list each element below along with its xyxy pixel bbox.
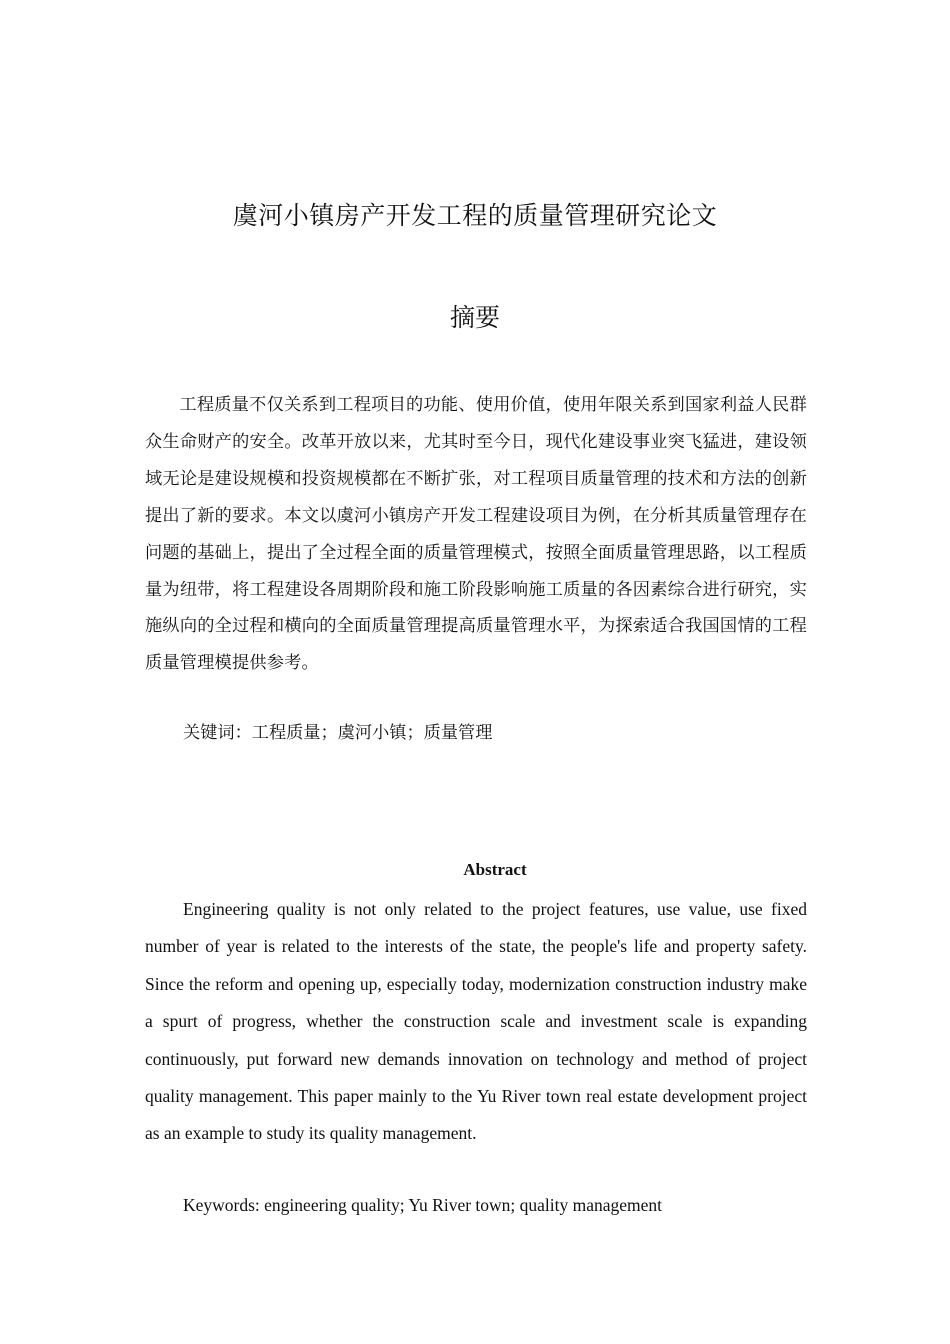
chinese-abstract-body: 工程质量不仅关系到工程项目的功能、使用价值，使用年限关系到国家利益人民群众生命财产的安全。改革开放以来，尤其时至今日，现代化建设事业突飞猛进，建设领域无论是建设规模和投资规模都在不断扩张，对工程项目质量管理的技术和方法的创新提出了新的要求。本文以虞河小镇房产开发工程建设项目为例，在分析其质量管理存在问题的基础上，提出了全过程全面的质量管理模式，按照全面质量管理思路，以工程质量为纽带，将工程建设各周期阶段和施工阶段影响施工质量的各因素综合进行研究，实施纵向的全过程和横向的全面质量管理提高质量管理水平，为探索适合我国国情的工程质量管理模提供参考。 [145, 395, 807, 674]
english-keywords: Keywords: engineering quality; Yu River town; quality management [183, 1195, 663, 1215]
chinese-abstract-heading: 摘要 [449, 303, 500, 332]
chinese-keywords: 关键词：工程质量；虞河小镇；质量管理 [183, 723, 493, 743]
english-abstract-heading: Abstract [463, 860, 527, 879]
paper-title: 虞河小镇房产开发工程的质量管理研究论文 [232, 201, 718, 230]
english-abstract-body: Engineering quality is not only related to the project features, use value, use fixed number of year is related to the interests of the state, the people's life and property safety. Since the reform and opening up, especially today, modernization construction industry make a spurt of progress, whether the construction scale and investment scale is expanding continuously, put forward new demands innovation on technology and method of project quality management. This paper mainly to the Yu River town real estate development project as an example to study its quality management. [145, 899, 807, 1144]
